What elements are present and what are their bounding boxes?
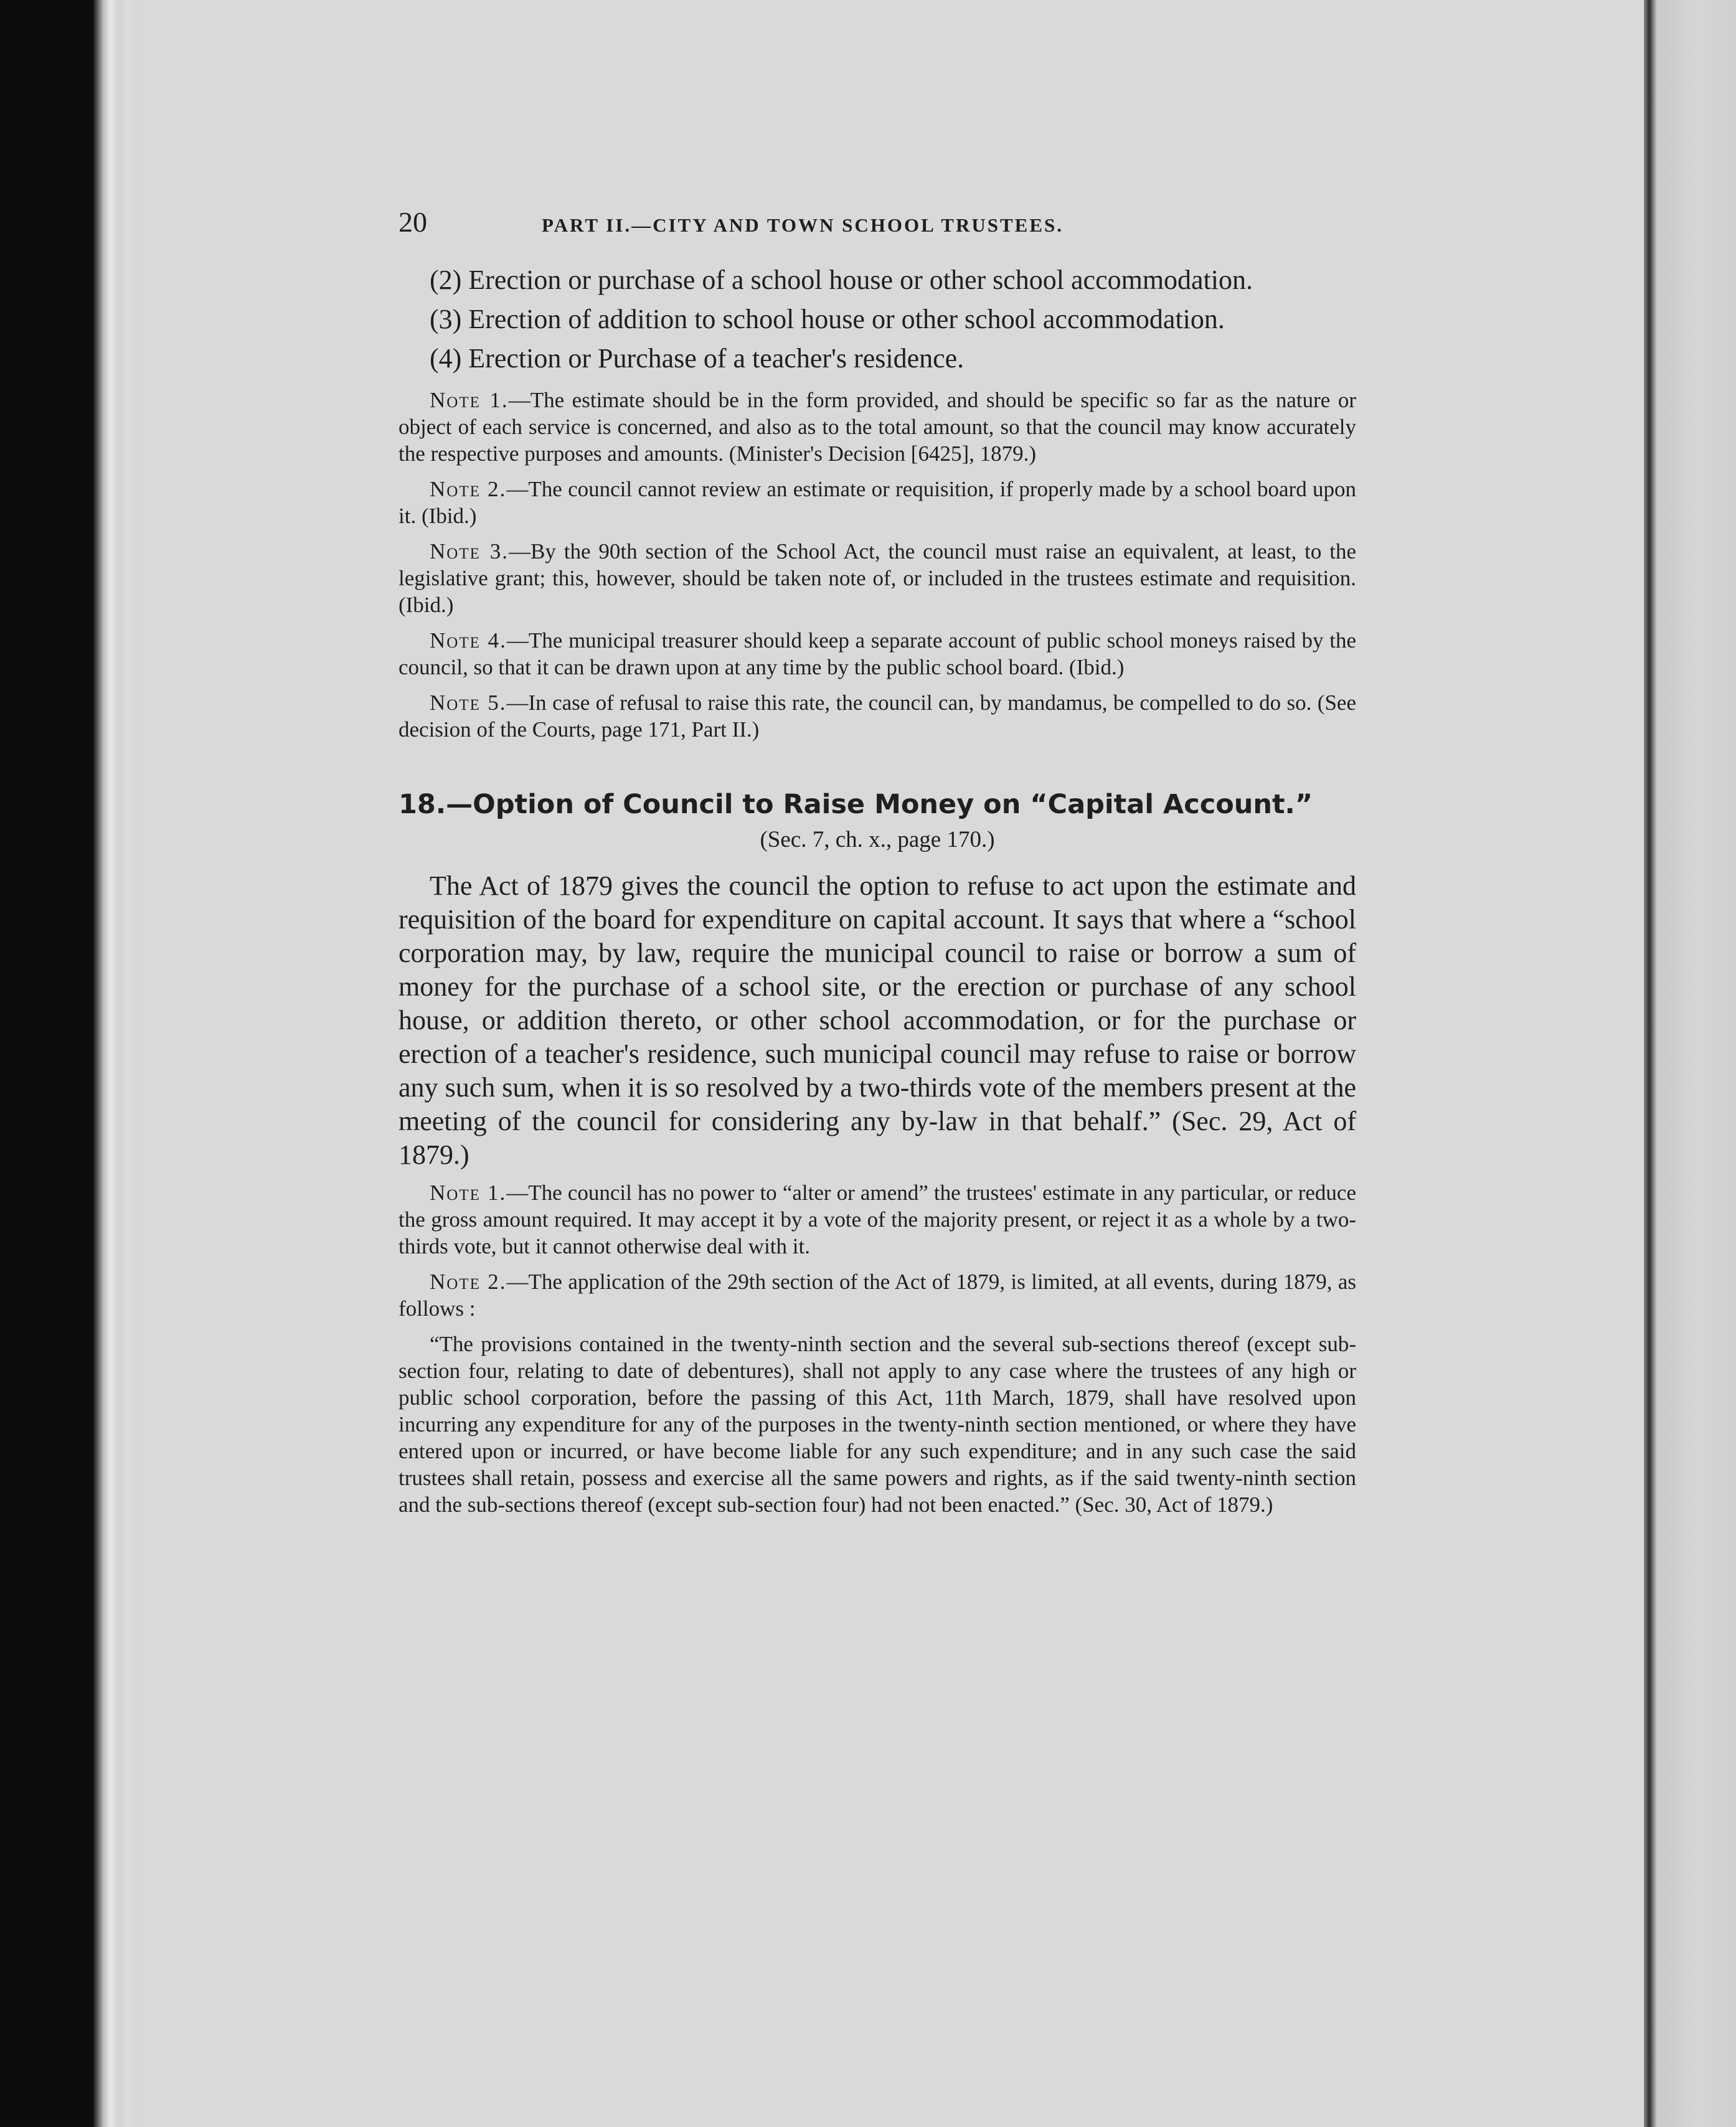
note-text: —The estimate should be in the form provided, and should be specific so far as the nature or object of each service is concerned, and also as to the total amount, so that the council may know accurately the respective purposes and amounts. (Minister's Decision [6425], 1879.) xyxy=(399,388,1356,466)
note-label: Note 1. xyxy=(430,388,509,412)
note-text: —The council has no power to “alter or amend” the trustees' estimate in any particular, or reduce the gross amount required. It may accept it by a vote of the majority present, or reject it as a whole by a two-thirds vote, but it cannot otherwise deal with it. xyxy=(399,1181,1357,1258)
page-content xyxy=(399,205,1356,1518)
book-right-edge xyxy=(1644,0,1736,2127)
note-label: Note 2. xyxy=(430,477,507,501)
note-paragraph xyxy=(399,689,1356,743)
note-paragraph xyxy=(399,387,1356,467)
list-item: (2) Erection or purchase of a school house or other school accommodation. xyxy=(430,265,1253,295)
running-head: PART II.—CITY AND TOWN SCHOOL TRUSTEES. xyxy=(542,214,1064,236)
quoted-statute: “The provisions contained in the twenty-ninth section and the several sub-sections thereof (except sub-section four, relating to date of debentures), shall not apply to any case where the trustees of any high or public school corporation, before the passing of this Act, 11th March, 1879, shall have resolved upon incurring any expenditure for any of the purposes in the twenty-ninth section mentioned, or where they have entered upon or incurred, or have become liable for any such expenditure; and in any such case the said trustees shall retain, possess and exercise all the same powers and rights, as if the said twenty-ninth section and the sub-sections thereof (except sub-section four) had not been enacted.” (Sec. 30, Act of 1879.) xyxy=(399,1332,1356,1517)
list-item: (3) Erection of addition to school house or other school accommodation. xyxy=(430,304,1225,334)
section-heading: 18.—Option of Council to Raise Money on “Capital Account.” xyxy=(399,789,1313,820)
note-text: —By the 90th section of the School Act, the council must raise an equivalent, at least, to the legislative grant; this, however, should be taken note of, or included in the trustees estimate and requisition. (Ibid.) xyxy=(399,539,1356,617)
note-paragraph xyxy=(399,627,1356,681)
note-text: —The council cannot review an estimate or requisition, if properly made by a school board upon it. (Ibid.) xyxy=(399,477,1356,528)
note-label: Note 2. xyxy=(430,1270,507,1294)
note-text: —In case of refusal to raise this rate, the council can, by mandamus, be compelled to do so. (See decision of the Courts, page 171, Part II.) xyxy=(399,691,1356,742)
page-number: 20 xyxy=(399,206,427,238)
note-paragraph xyxy=(399,1179,1356,1260)
note-label: Note 1. xyxy=(430,1181,507,1205)
note-label: Note 3. xyxy=(430,539,509,564)
note-label: Note 4. xyxy=(430,628,507,653)
note-paragraph xyxy=(399,1268,1356,1322)
note-paragraph xyxy=(399,476,1356,529)
body-paragraph: The Act of 1879 gives the council the option to refuse to act upon the estimate and requisition of the board for expenditure on capital account. It says that where a “school corporation may, by law, require the municipal council to raise or borrow a sum of money for the purchase of a school site, or the erection or purchase of any school house, or addition thereto, or other school accommodation, or for the purchase or erection of a teacher's residence, such municipal council may refuse to raise or borrow any such sum, when it is so resolved by a two-thirds vote of the members present at the meeting of the council for considering any by-law in that behalf.” (Sec. 29, Act of 1879.) xyxy=(399,870,1356,1170)
note-label: Note 5. xyxy=(430,691,507,715)
section-citation: (Sec. 7, ch. x., page 170.) xyxy=(760,827,995,852)
note-text: —The application of the 29th section of the Act of 1879, is limited, at all events, during 1879, as follows : xyxy=(399,1270,1356,1321)
list-item: (4) Erection or Purchase of a teacher's residence. xyxy=(430,343,965,374)
page-header xyxy=(399,205,1356,238)
note-text: —The municipal treasurer should keep a separate account of public school moneys raised by the council, so that it can be drawn upon at any time by the public school board. (Ibid.) xyxy=(399,628,1357,679)
note-paragraph xyxy=(399,538,1356,618)
